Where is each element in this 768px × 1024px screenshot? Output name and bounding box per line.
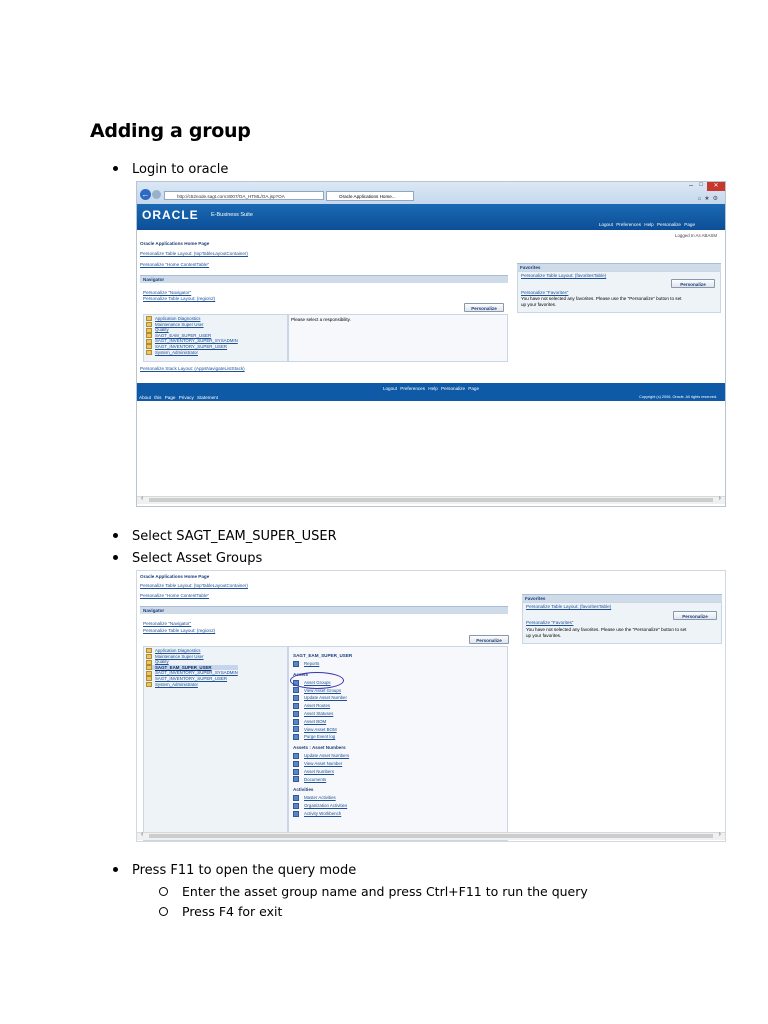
folder-icon	[146, 654, 152, 659]
personalize-table-link[interactable]: Personalize Table Layout: (topTableLayoutContainer)	[140, 251, 248, 256]
responsibility-item[interactable]: Application Diagnostics	[146, 648, 238, 654]
favorites-message-line2: up your favorites.	[521, 302, 557, 307]
function-panel	[288, 646, 508, 841]
scroll-right-icon[interactable]: ›	[718, 495, 721, 502]
bullet-dot-icon	[113, 867, 118, 872]
personalize-home-link[interactable]: Personalize "Home ContentTable"	[140, 593, 210, 598]
asset-number-link[interactable]: Asset Numbers	[293, 768, 503, 776]
asset-number-link[interactable]: View Asset Number	[293, 760, 503, 768]
responsibility-item[interactable]: Quality	[146, 659, 238, 665]
responsibility-item[interactable]: Application Diagnostics	[146, 316, 238, 322]
responsibility-item[interactable]: Maintenance Super User	[146, 322, 238, 328]
function-icon	[293, 661, 299, 667]
personalize-favorites-link[interactable]: Personalize "Favorites"	[526, 620, 574, 625]
responsibility-item[interactable]: System_Administrator	[146, 682, 238, 688]
responsibility-item[interactable]: SAGT_EAM_SUPER_USER	[146, 333, 238, 339]
stack-layout-link[interactable]: Personalize Stack Layout: (AppsNavigateListStack)	[140, 366, 245, 371]
favorites-personalize-button[interactable]: Personalize	[671, 279, 715, 288]
scroll-thumb[interactable]	[149, 834, 713, 838]
back-arrow-icon[interactable]: ←	[141, 190, 150, 199]
folder-icon	[146, 339, 152, 344]
responsibility-item[interactable]: System_Administrator	[146, 350, 238, 356]
circle-bullet-icon	[159, 907, 168, 916]
responsibility-item[interactable]: SAGT_INVENTORY_SUPER_SYSADMIN	[146, 670, 238, 676]
responsibility-list-panel	[143, 646, 288, 841]
folder-open-icon	[146, 665, 152, 670]
step-query-mode: Press F11 to open the query mode	[113, 863, 356, 878]
function-panel	[288, 314, 508, 362]
activities-section-heading: Activities	[293, 787, 314, 793]
asset-function-link[interactable]: Update Asset Number	[293, 694, 503, 702]
favorites-header: Favorites	[517, 263, 721, 271]
browser-home-star-gear-icons[interactable]: ⌂★⚙	[697, 196, 721, 202]
folder-icon	[146, 671, 152, 676]
logged-in-label: Logged In As ABASM	[675, 233, 717, 238]
personalize-button[interactable]: Personalize	[464, 303, 504, 312]
asset-function-link[interactable]: Asset Statuses	[293, 710, 503, 718]
step-select-asset-groups: Select Asset Groups	[113, 551, 262, 566]
asset-function-link[interactable]: Purge Event log	[293, 733, 503, 741]
responsibility-item-selected[interactable]: SAGT_EAM_SUPER_USER	[146, 665, 238, 671]
folder-icon	[146, 682, 152, 687]
responsibility-item[interactable]: SAGT_INVENTORY_SUPER_SYSADMIN	[146, 338, 238, 344]
function-icon	[293, 769, 299, 775]
scroll-right-icon[interactable]: ›	[718, 831, 721, 838]
asset-numbers-section-heading: Assets : Asset Numbers	[293, 745, 346, 751]
personalize-button[interactable]: Personalize	[469, 635, 509, 644]
window-controls	[685, 182, 725, 192]
maximize-icon[interactable]: □	[699, 182, 703, 188]
bullet-dot-icon	[113, 533, 118, 538]
browser-toolbar	[137, 182, 725, 204]
responsibility-list-panel	[143, 314, 288, 362]
bullet-dot-icon	[113, 166, 118, 171]
personalize-navigator-link[interactable]: Personalize "Navigator"	[143, 290, 192, 295]
favorites-message-line2: up your favorites.	[526, 633, 562, 638]
folder-icon	[146, 350, 152, 355]
folder-icon	[146, 333, 152, 338]
responsibility-item[interactable]: Maintenance Super User	[146, 654, 238, 660]
minimize-icon[interactable]: –	[689, 182, 693, 189]
horizontal-scrollbar[interactable]	[137, 832, 725, 840]
suite-name: E-Business Suite	[211, 212, 253, 218]
address-bar[interactable]: http://c52node.sagt.com:8007/OA_HTML/OA.jsp?OA	[164, 191, 324, 200]
favorites-table-link[interactable]: Personalize Table Layout: (favoritesTable)	[521, 273, 607, 278]
scroll-thumb[interactable]	[149, 498, 713, 502]
horizontal-scrollbar[interactable]	[137, 496, 725, 504]
hand-drawn-circle-annotation	[290, 672, 344, 689]
function-icon	[293, 719, 299, 725]
scroll-left-icon[interactable]: ‹	[141, 495, 144, 502]
navigator-header: Navigator	[140, 275, 508, 283]
activity-link[interactable]: Organization Activities	[293, 802, 503, 810]
function-icon	[293, 753, 299, 759]
oracle-footer	[137, 383, 725, 401]
favorites-personalize-button[interactable]: Personalize	[673, 611, 717, 620]
folder-icon	[146, 322, 152, 327]
asset-groups-link[interactable]: Asset Groups	[293, 679, 503, 687]
assets-section-heading: Assets	[293, 671, 309, 677]
scroll-left-icon[interactable]: ‹	[141, 831, 144, 838]
asset-number-link[interactable]: Update Asset Numbers	[293, 752, 503, 760]
folder-icon	[146, 676, 152, 681]
activity-link[interactable]: Activity Workbench	[293, 810, 503, 818]
favorites-table-link[interactable]: Personalize Table Layout: (favoritesTable)	[526, 604, 612, 609]
function-icon	[293, 803, 299, 809]
substep-exit: Press F4 for exit	[159, 904, 282, 919]
favorites-panel	[522, 602, 722, 644]
responsibility-item[interactable]: Quality	[146, 327, 238, 333]
favorites-message-line1: You have not selected any favorites. Please use the "Personalize" button to set	[526, 627, 687, 632]
function-icon	[293, 761, 299, 767]
personalize-navigator-link[interactable]: Personalize "Navigator"	[143, 621, 192, 626]
asset-function-link[interactable]: View Asset BOM	[293, 726, 503, 734]
substep-run-query: Enter the asset group name and press Ctrl+F11 to run the query	[159, 884, 588, 899]
asset-function-link[interactable]: View Asset Groups	[293, 687, 503, 695]
folder-icon	[146, 328, 152, 333]
close-icon[interactable]: ✕	[707, 182, 725, 191]
function-icon	[293, 687, 299, 693]
favorites-panel	[517, 271, 721, 313]
function-icon	[293, 776, 299, 782]
favorites-header: Favorites	[522, 594, 722, 602]
navigator-header: Navigator	[140, 606, 508, 614]
page-title: Oracle Applications Home Page	[140, 574, 210, 579]
personalize-navigator-table-link[interactable]: Personalize Table Layout: (region2)	[143, 628, 216, 633]
folder-icon	[146, 660, 152, 665]
page-title: Oracle Applications Home Page	[140, 241, 210, 246]
responsibility-item[interactable]: SAGT_INVENTORY_SUPER_USER	[146, 344, 238, 350]
folder-icon	[146, 316, 152, 321]
screenshot-oracle-home	[136, 181, 726, 507]
folder-icon	[146, 344, 152, 349]
asset-function-link[interactable]: Asset Routes	[293, 702, 503, 710]
personalize-navigator-table-link[interactable]: Personalize Table Layout: (region2)	[143, 296, 216, 301]
favorites-message-line1: You have not selected any favorites. Please use the "Personalize" button to set	[521, 296, 682, 301]
function-icon	[293, 695, 299, 701]
activity-link[interactable]: Master Activities	[293, 794, 503, 802]
function-icon	[293, 795, 299, 801]
step-select-responsibility: Select SAGT_EAM_SUPER_USER	[113, 529, 337, 544]
function-icon	[293, 711, 299, 717]
screenshot-asset-groups	[136, 570, 726, 842]
section-heading: Adding a group	[90, 120, 251, 142]
function-icon	[293, 811, 299, 817]
folder-icon	[146, 648, 152, 653]
forward-arrow-icon[interactable]	[152, 190, 161, 199]
circle-bullet-icon	[159, 887, 168, 896]
function-icon	[293, 703, 299, 709]
oracle-header	[137, 204, 725, 230]
bullet-dot-icon	[113, 555, 118, 560]
asset-function-link[interactable]: Asset BOM	[293, 718, 503, 726]
footer-about-links[interactable]: About this Page Privacy Statement	[139, 395, 218, 400]
oracle-logo: ORACLE	[142, 208, 199, 222]
step-login: Login to oracle	[113, 162, 228, 177]
browser-tab[interactable]: Oracle Applications Home...	[326, 191, 414, 201]
select-responsibility-message: Please select a responsibility.	[291, 317, 351, 322]
personalize-favorites-link[interactable]: Personalize "Favorites"	[521, 290, 569, 295]
personalize-table-link[interactable]: Personalize Table Layout: (topTableLayoutContainer)	[140, 583, 248, 588]
asset-number-link[interactable]: Documents	[293, 776, 503, 784]
personalize-home-link[interactable]: Personalize "Home ContentTable"	[140, 262, 210, 267]
responsibility-item[interactable]: SAGT_INVENTORY_SUPER_USER	[146, 676, 238, 682]
copyright: Copyright (c) 2006, Oracle. All rights reserved.	[639, 395, 717, 399]
footer-links[interactable]: Logout Preferences Help Personalize Page	[382, 386, 480, 391]
function-icon	[293, 726, 299, 732]
function-icon	[293, 734, 299, 740]
responsibility-title: SAGT_EAM_SUPER_USER	[293, 653, 353, 658]
header-links[interactable]: Logout Preferences Help Personalize Page	[598, 222, 695, 227]
reports-link[interactable]: Reports	[293, 660, 503, 668]
